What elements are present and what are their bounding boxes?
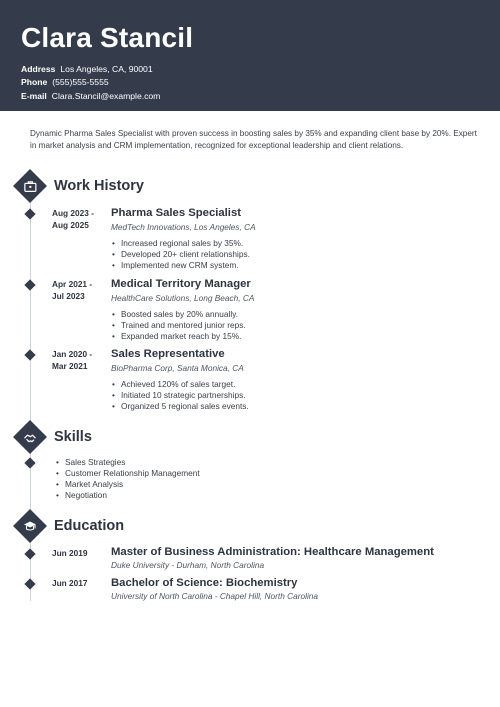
skills-diamond — [13, 420, 47, 454]
work-history-diamond — [13, 169, 47, 203]
resume-header — [0, 0, 500, 111]
achievement-item: • Expanded market reach by 15%. — [111, 331, 481, 342]
phone-label: Phone — [21, 77, 48, 88]
date-start: Aug 2023 - — [52, 208, 94, 218]
company: MedTech Innovations, Los Angeles, CA — [111, 222, 256, 232]
achievement-item: • Boosted sales by 20% annually. — [111, 309, 481, 320]
contact-info — [21, 63, 500, 103]
education-entry — [111, 576, 481, 602]
date-end: Aug 2025 — [52, 219, 89, 230]
achievement-list — [111, 379, 481, 412]
school: Duke University - Durham, North Carolina — [111, 560, 265, 570]
timeline-marker — [24, 208, 35, 219]
achievement-item: • Initiated 10 strategic partnerships. — [111, 390, 481, 401]
work-entry — [111, 347, 481, 412]
achievement-item: • Trained and mentored junior reps. — [111, 320, 481, 331]
timeline-marker — [24, 548, 35, 559]
handshake-icon — [24, 431, 37, 444]
graduation-cap-icon — [23, 520, 37, 532]
skills-title: Skills — [54, 429, 92, 445]
achievement-item: • Implemented new CRM system. — [111, 260, 481, 271]
achievement-list — [111, 238, 481, 271]
timeline-marker — [24, 457, 35, 468]
achievement-item: • Developed 20+ client relationships. — [111, 249, 481, 260]
school: University of North Carolina - Chapel Hill, North Carolina — [111, 591, 319, 601]
address-row — [21, 63, 500, 76]
job-title: Sales Representative — [111, 348, 225, 360]
timeline-marker — [24, 578, 35, 589]
phone-row — [21, 76, 500, 89]
skill-item: • Negotiation — [56, 490, 200, 501]
address-value: Los Angeles, CA, 90001 — [60, 64, 153, 74]
entry-date: Jun 2017 — [52, 578, 88, 588]
timeline-marker — [24, 349, 35, 360]
education-title: Education — [54, 518, 125, 534]
email-row — [21, 90, 500, 103]
phone-value: (555)555-5555 — [52, 77, 109, 88]
skill-item: • Sales Strategies — [56, 457, 200, 468]
achievement-list — [111, 309, 481, 342]
skill-item: • Market Analysis — [56, 479, 200, 490]
entry-date — [52, 279, 92, 302]
date-end: Jul 2023 — [52, 290, 85, 301]
skill-item: • Customer Relationship Management — [56, 468, 200, 479]
date-end: Mar 2021 — [52, 360, 88, 371]
entry-date — [52, 208, 94, 231]
date-start: Jan 2020 - — [52, 349, 93, 359]
education-heading — [18, 514, 124, 538]
skills-list — [56, 457, 200, 501]
degree: Bachelor of Science: Biochemistry — [111, 577, 298, 589]
education-diamond — [13, 509, 47, 543]
company: BioPharma Corp, Santa Monica, CA — [111, 363, 244, 373]
education-entry — [111, 545, 481, 571]
degree: Master of Business Administration: Healthcare Management — [111, 546, 434, 558]
work-history-heading — [18, 174, 144, 198]
work-history-title: Work History — [54, 178, 144, 194]
achievement-item: • Organized 5 regional sales events. — [111, 401, 481, 412]
email-label: E-mail — [21, 90, 47, 101]
date-start: Apr 2021 - — [52, 279, 93, 289]
skills-heading — [18, 425, 92, 449]
entry-date: Jun 2019 — [52, 548, 88, 558]
achievement-item: • Increased regional sales by 35%. — [111, 238, 481, 249]
work-entry — [111, 277, 481, 342]
job-title: Pharma Sales Specialist — [111, 207, 241, 219]
entry-date — [52, 349, 92, 372]
timeline-marker — [24, 279, 35, 290]
email-value[interactable]: Clara.Stancil@example.com — [51, 90, 161, 101]
address-label: Address — [21, 64, 56, 74]
work-entry — [111, 206, 481, 271]
briefcase-icon — [24, 180, 37, 192]
candidate-name: Clara Stancil — [21, 22, 194, 53]
job-title: Medical Territory Manager — [111, 278, 251, 290]
achievement-item: • Achieved 120% of sales target. — [111, 379, 481, 390]
professional-summary: Dynamic Pharma Sales Specialist with proven success in boosting sales by 35% and expanding client base by 20%. Expert in market analysis and CRM implementation, recognized for exceptional leadership and client relations. — [30, 129, 477, 150]
company: HealthCare Solutions, Long Beach, CA — [111, 293, 255, 303]
